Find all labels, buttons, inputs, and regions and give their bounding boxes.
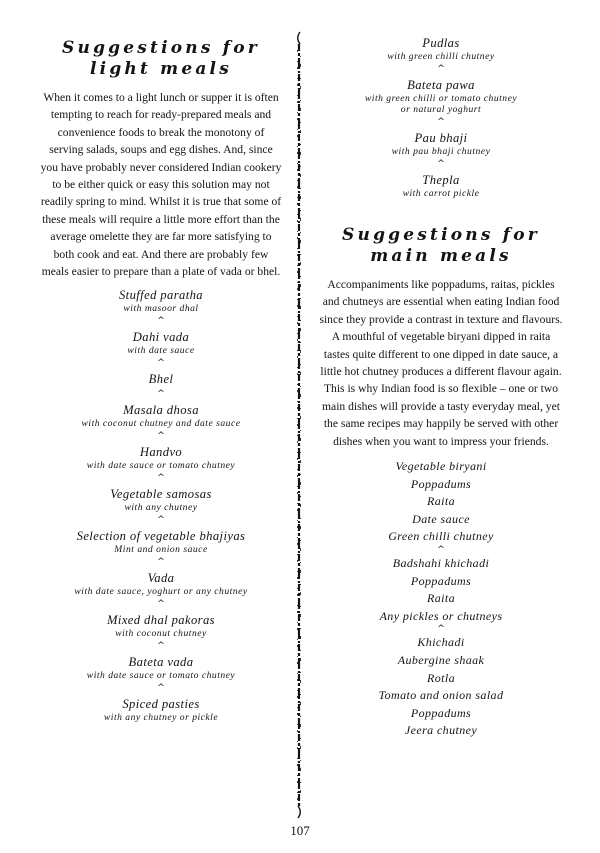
- menu-item: [40, 487, 282, 513]
- menu-line: Aubergine shaak: [397, 653, 485, 667]
- heading-line: main meals: [370, 246, 512, 266]
- left-column: [40, 38, 282, 723]
- light-meals-heading: [40, 38, 282, 80]
- ornament-separator: ^: [157, 358, 165, 369]
- ornament-separator: ^: [437, 545, 445, 556]
- dish-name: Dahi vada: [132, 330, 190, 345]
- dish-accompaniment: with date sauce or tomato chutney: [86, 670, 236, 682]
- menu-item: [318, 173, 564, 199]
- ornament-separator: ^: [437, 117, 445, 127]
- dish-accompaniment: with coconut chutney: [115, 628, 207, 640]
- light-meals-intro: When it comes to a light lunch or supper it is often tempting to reach for ready-prepared meals and convenience foods to break the monotony of serving salads, soups and egg dishes. And, since you have probably never considered Indian cookery to be either quick or easy this solution may not readily spring to mind. Whilst it is true that some of these meals will require a little more effort than the average omelette they are far more satisfying to both cook and eat. And there are probably few meals easier to prepare than a plate of vada or bhel.: [40, 91, 282, 279]
- dish-name: Vegetable samosas: [110, 487, 212, 502]
- dish-name: Pau bhaji: [414, 131, 468, 145]
- ornament-separator: ^: [157, 515, 165, 526]
- dish-accompaniment: or natural yoghurt: [400, 104, 482, 115]
- menu-item: [40, 613, 282, 639]
- ornament-separator: ^: [157, 316, 165, 327]
- main-menu-3: [318, 634, 564, 740]
- ornament-separator: ^: [157, 473, 165, 484]
- menu-item: [318, 36, 564, 62]
- dish-name: Bateta vada: [128, 655, 194, 670]
- menu-item: [40, 697, 282, 723]
- section-gap: [318, 199, 564, 225]
- menu-line: Rotla: [427, 670, 455, 685]
- dish-accompaniment: with carrot pickle: [402, 188, 480, 199]
- ornament-separator: ^: [157, 683, 165, 694]
- ornament-separator: ^: [157, 389, 165, 400]
- menu-line: Poppadums: [410, 573, 472, 588]
- dish-accompaniment: with masoor dhal: [123, 303, 199, 315]
- dish-name: Spiced pasties: [122, 697, 200, 712]
- ornament-separator: ^: [157, 431, 165, 442]
- menu-line: Raita: [427, 494, 455, 509]
- dish-name: Vada: [147, 571, 175, 586]
- heading-line: Suggestions for: [342, 225, 540, 245]
- main-menu-2: [318, 555, 564, 625]
- heading-line: Suggestions for: [62, 38, 260, 58]
- dish-accompaniment: with date sauce, yoghurt or any chutney: [74, 586, 248, 598]
- menu-item: [40, 372, 282, 387]
- main-menu-1: [318, 458, 564, 546]
- menu-item: [40, 403, 282, 429]
- dish-accompaniment: Mint and onion sauce: [114, 544, 208, 556]
- menu-item: [318, 131, 564, 157]
- dish-name: Mixed dhal pakoras: [107, 613, 215, 628]
- menu-line: Date sauce: [412, 511, 470, 526]
- menu-item: [318, 78, 564, 115]
- menu-item: [40, 529, 282, 555]
- ornament-separator: ^: [437, 624, 445, 635]
- dish-name: Bhel: [148, 372, 174, 387]
- main-meals-heading: [318, 225, 564, 267]
- dish-name: Pudlas: [422, 36, 460, 50]
- right-column: [318, 36, 564, 740]
- menu-line: Raita: [427, 591, 455, 606]
- ornamental-column-divider: [291, 30, 307, 820]
- dish-name: Selection of vegetable bhajiyas: [76, 529, 246, 544]
- dish-name: Handvo: [139, 445, 183, 460]
- dish-name: Masala dhosa: [123, 403, 199, 418]
- menu-item: [40, 288, 282, 314]
- dish-accompaniment: with date sauce or tomato chutney: [86, 460, 236, 472]
- dish-accompaniment: with any chutney or pickle: [103, 712, 219, 724]
- dish-name: Bateta pawa: [407, 78, 475, 92]
- menu-line: Any pickles or chutneys: [379, 608, 503, 623]
- dish-accompaniment: with coconut chutney and date sauce: [81, 418, 241, 430]
- heading-line: light meals: [90, 59, 232, 79]
- menu-line: Tomato and onion salad: [378, 688, 504, 703]
- menu-item: [40, 445, 282, 471]
- dish-accompaniment: with green chilli chutney: [387, 51, 495, 62]
- menu-line: Badshahi khichadi: [392, 556, 490, 571]
- ornament-separator: ^: [157, 599, 165, 610]
- main-meals-intro: Accompaniments like poppadums, raitas, pickles and chutneys are essential when eating Indian food since they provide a contrast in texture and flavours. A mouthful of vegetable biryani dipped in raita tastes quite different to one dipped in date sauce, a little hot chutney produces a different flavour again. This is why Indian food is so flexible – one or two main dishes will provide a tasty everyday meal, yet the same recipes may happily be served with other dishes when you want to impress your friends.: [319, 278, 563, 448]
- menu-item: [40, 571, 282, 597]
- menu-item: [40, 330, 282, 356]
- dish-name: Stuffed paratha: [118, 288, 203, 303]
- ornament-separator: ^: [157, 557, 165, 568]
- dish-accompaniment: with date sauce: [127, 345, 195, 357]
- dish-accompaniment: with green chilli or tomato chutney: [364, 93, 518, 104]
- menu-line: Poppadums: [410, 476, 472, 491]
- dish-name: Thepla: [422, 173, 460, 187]
- menu-line: Khichadi: [417, 635, 465, 650]
- menu-line: Poppadums: [410, 705, 472, 720]
- ornament-separator: ^: [437, 159, 445, 169]
- menu-line: Jeera chutney: [404, 723, 478, 738]
- dish-accompaniment: with pau bhaji chutney: [391, 146, 491, 157]
- dish-accompaniment: with any chutney: [124, 502, 198, 514]
- menu-line: Vegetable biryani: [395, 459, 487, 474]
- ornament-separator: ^: [157, 641, 165, 652]
- menu-item: [40, 655, 282, 681]
- menu-line: Green chilli chutney: [388, 529, 494, 544]
- page-number: 107: [290, 823, 310, 838]
- ornament-separator: ^: [437, 64, 445, 74]
